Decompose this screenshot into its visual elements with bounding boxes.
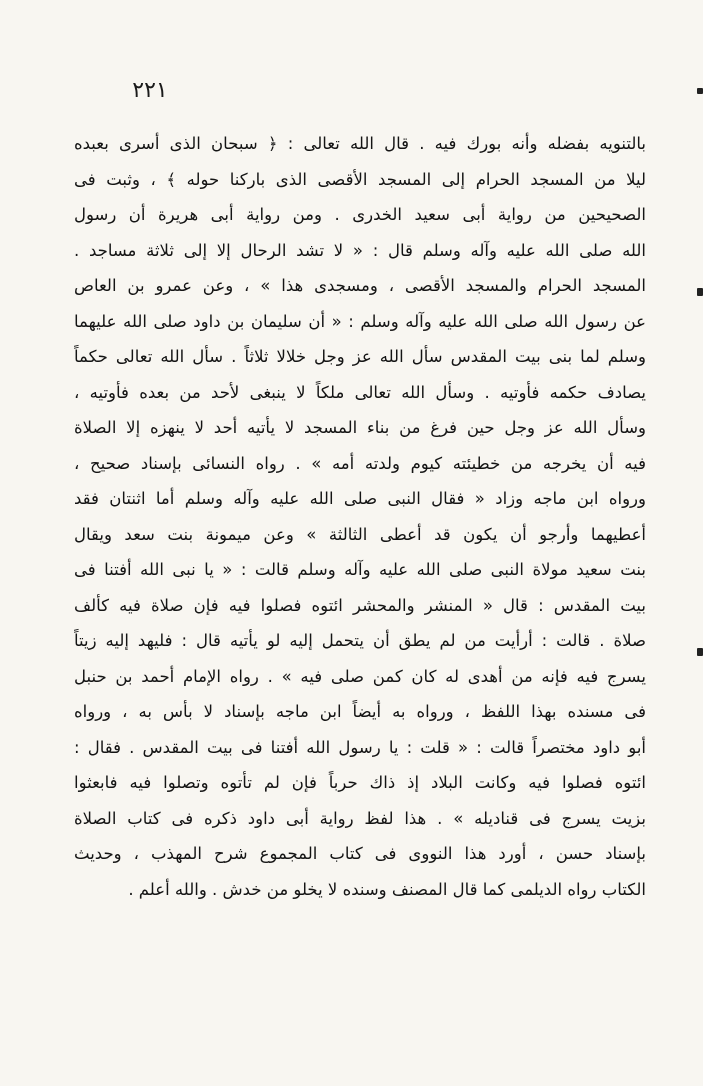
page-number: ٢٢١ bbox=[132, 78, 168, 103]
text-line: ورواه ابن ماجه وزاد « فقال النبى صلى الله عليه وآله وسلم أما اثنتان فقد bbox=[74, 489, 646, 508]
text-line: عن رسول الله صلى الله عليه وآله وسلم : « أن سليمان بن داود صلى الله عليهما bbox=[74, 311, 646, 331]
text-line: بنت سعيد مولاة النبى صلى الله عليه وآله وسلم قالت : « يا نبى الله أفتنا فى bbox=[74, 560, 646, 579]
text-line: يسرج فيه فإنه من أهدى له كان كمن صلى فيه » . رواه الإمام أحمد بن حنبل bbox=[74, 666, 646, 686]
text-line: وسلم لما بنى بيت المقدس سأل الله عز وجل خلالا ثلاثاً . سأل الله تعالى حكماً bbox=[74, 347, 646, 366]
text-line: بيت المقدس : قال « المنشر والمحشر ائتوه فصلوا فيه فإن صلاة فيه كألف bbox=[74, 595, 646, 615]
text-line: وسأل الله عز وجل حين فرغ من بناء المسجد لا يأتيه أحد لا ينهزه إلا الصلاة bbox=[74, 418, 646, 437]
text-line: بالتنويه بفضله وأنه بورك فيه . قال الله تعالى : ﴿ سبحان الذى أسرى بعبده bbox=[74, 134, 646, 153]
text-line: المسجد الحرام والمسجد الأقصى ، ومسجدى هذا » ، وعن عمرو بن العاص bbox=[74, 276, 646, 295]
text-line: بزيت يسرج فى قناديله » . هذا لفظ رواية أبى داود ذكره فى كتاب الصلاة bbox=[74, 808, 646, 828]
margin-mark bbox=[697, 88, 703, 94]
text-line: أبو داود مختصراً قالت : « قلت : يا رسول الله أفتنا فى بيت المقدس . فقال : bbox=[74, 737, 646, 757]
text-line: ليلا من المسجد الحرام إلى المسجد الأقصى الذى باركنا حوله ﴾ ، وثبت فى bbox=[74, 169, 646, 189]
text-line: الله صلى الله عليه وآله وسلم قال : « لا تشد الرحال إلا إلى ثلاثة مساجد . bbox=[74, 240, 646, 260]
text-line: الصحيحين من رواية أبى سعيد الخدرى . ومن رواية أبى هريرة أن رسول bbox=[74, 205, 646, 224]
text-line: الكتاب رواه الديلمى كما قال المصنف وسنده لا يخلو من خدش . والله أعلم . bbox=[128, 879, 646, 899]
text-line: صلاة . قالت : أرأيت من لم يطق أن يتحمل إليه لو يأتيه قال : فليهد إليه زيتاً bbox=[74, 631, 646, 650]
text-line: فيه أن يخرجه من خطيئته كيوم ولدته أمه » . رواه النسائى بإسناد صحيح ، bbox=[74, 453, 646, 473]
text-line: ائتوه فصلوا فيه وكانت البلاد إذ ذاك حرباً فإن لم تأتوه وتصلوا فيه فابعثوا bbox=[74, 773, 646, 792]
margin-mark bbox=[697, 648, 703, 656]
text-line: فى مسنده بهذا اللفظ ، ورواه به أيضاً ابن ماجه بإسناد لا بأس به ، ورواه bbox=[74, 702, 646, 721]
text-line: يصادف حكمه فأوتيه . وسأل الله تعالى ملكاً لا ينبغى لأحد من بعده فأوتيه ، bbox=[74, 382, 646, 402]
body-text bbox=[74, 126, 646, 907]
margin-mark bbox=[697, 288, 703, 296]
text-line: بإسناد حسن ، أورد هذا النووى فى كتاب المجموع شرح المهذب ، وحديث bbox=[74, 844, 646, 863]
text-line: أعطيهما وأرجو أن يكون قد أعطى الثالثة » وعن ميمونة بنت سعد ويقال bbox=[74, 524, 646, 544]
